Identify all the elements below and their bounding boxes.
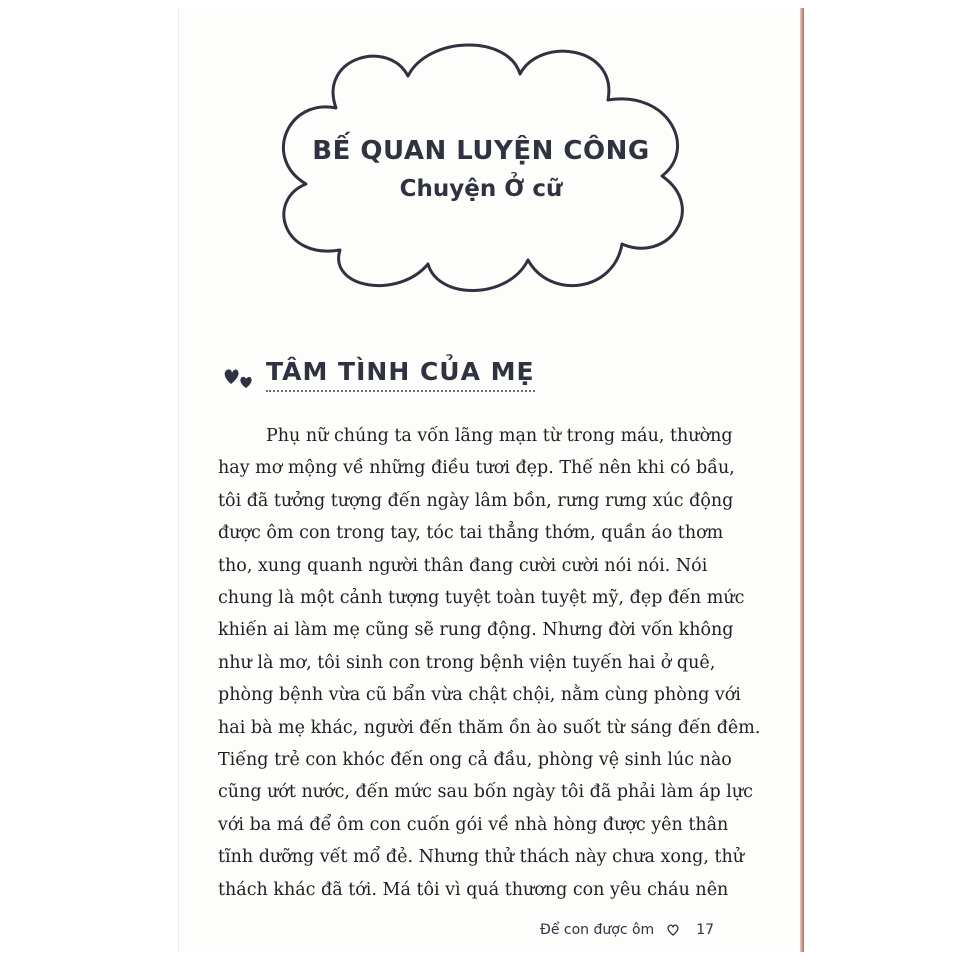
- text-line: tĩnh dưỡng vết mổ đẻ. Nhưng thử thách này chưa xong, thử: [218, 847, 745, 868]
- text-line: được ôm con trong tay, tóc tai thẳng thớm, quần áo thơm: [218, 523, 724, 544]
- cloud-title: BẾ QUAN LUYỆN CÔNG: [312, 136, 650, 166]
- body-paragraph: [218, 420, 761, 906]
- text-line: Tiếng trẻ con khóc đến ong cả đầu, phòng vệ sinh lúc nào: [218, 750, 732, 771]
- text-line: với ba má để ôm con cuốn gói về nhà hòng được yên thân: [218, 814, 729, 835]
- cloud-subtitle: Chuyện Ở cữ: [399, 176, 563, 202]
- text-line: tôi đã tưởng tượng đến ngày lâm bồn, rưng rưng xúc động: [218, 490, 734, 511]
- section-title: TÂM TÌNH CỦA MẸ: [266, 357, 535, 392]
- hearts-icon: [222, 362, 258, 392]
- page-footer: [540, 922, 714, 938]
- cloud-frame: [258, 38, 704, 300]
- running-title: Để con được ôm: [540, 922, 655, 938]
- page-edge: [800, 8, 804, 952]
- text-line: cũng ướt nước, đến mức sau bốn ngày tôi đã phải làm áp lực: [218, 782, 753, 803]
- text-line: khiến ai làm mẹ cũng sẽ rung động. Nhưng đời vốn không: [218, 620, 734, 641]
- text-line: như là mơ, tôi sinh con trong bệnh viện tuyến hai ở quê,: [218, 652, 716, 673]
- text-line: thách khác đã tới. Má tôi vì quá thương con yêu cháu nên: [218, 879, 729, 900]
- heart-outline-icon: [666, 923, 680, 937]
- text-line: hay mơ mộng về những điều tươi đẹp. Thế nên khi có bầu,: [218, 458, 735, 479]
- page-number: 17: [696, 922, 715, 938]
- text-line: chung là một cảnh tượng tuyệt toàn tuyệt mỹ, đẹp đến mức: [218, 588, 745, 609]
- text-line: hai bà mẹ khác, người đến thăm ồn ào suốt từ sáng đến đêm.: [218, 717, 761, 738]
- text-line: Phụ nữ chúng ta vốn lãng mạn từ trong máu, thường: [266, 426, 733, 446]
- text-line: tho, xung quanh người thân đang cười cười nói nói. Nói: [218, 555, 708, 576]
- section-heading: [222, 352, 535, 392]
- text-line: phòng bệnh vừa cũ bẩn vừa chật chội, nằm cùng phòng với: [218, 685, 741, 706]
